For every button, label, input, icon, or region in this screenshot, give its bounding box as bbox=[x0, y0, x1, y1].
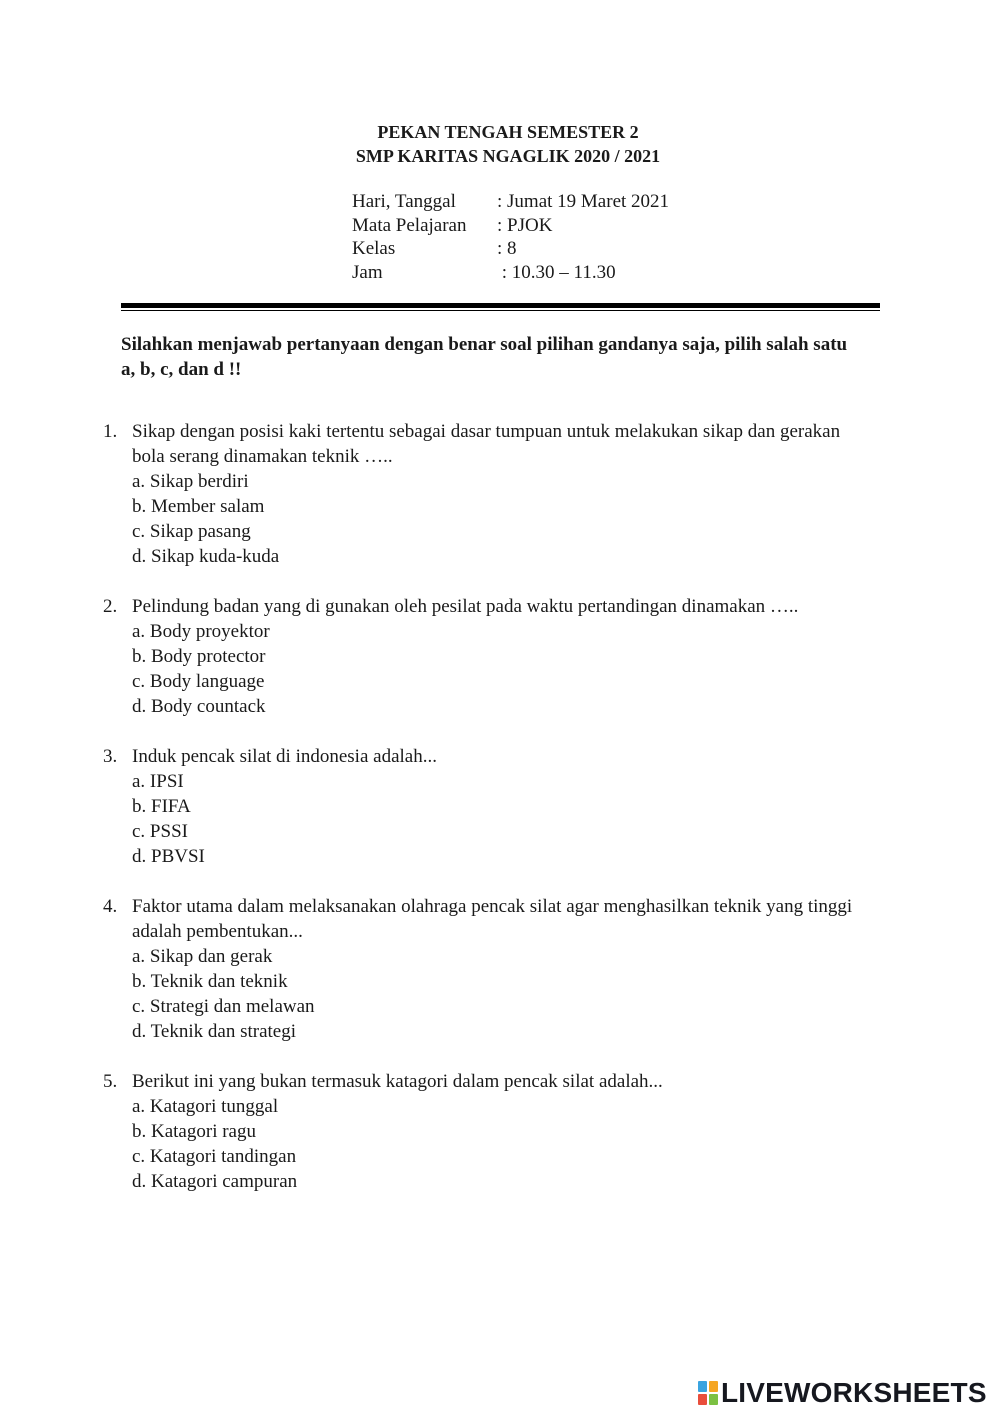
question-5 bbox=[103, 1069, 863, 1194]
option-a: a. Body proyektor bbox=[132, 621, 270, 642]
liveworksheets-logo-text: LIVEWORKSHEETS bbox=[721, 1377, 987, 1408]
question-2 bbox=[103, 594, 863, 719]
option-a: a. IPSI bbox=[132, 771, 184, 792]
question-4 bbox=[103, 894, 863, 1044]
option-a: a. Sikap dan gerak bbox=[132, 946, 273, 967]
question-3 bbox=[103, 744, 863, 869]
option-list bbox=[132, 944, 863, 1044]
question-1 bbox=[103, 419, 863, 569]
option-c: c. Strategi dan melawan bbox=[132, 996, 315, 1017]
liveworksheets-logo bbox=[698, 1377, 987, 1409]
info-row-class bbox=[352, 237, 669, 261]
option-d: d. Body countack bbox=[132, 696, 266, 717]
question-number: 3. bbox=[103, 746, 118, 767]
option-d: d. Katagori campuran bbox=[132, 1171, 298, 1192]
info-label: Mata Pelajaran bbox=[352, 214, 467, 236]
option-a: a. Sikap berdiri bbox=[132, 471, 249, 492]
instruction-text: Silahkan menjawab pertanyaan dengan benar soal pilihan gandanya saja, pilih salah satu a, b, c, dan d !! bbox=[121, 334, 848, 380]
option-b: b. FIFA bbox=[132, 796, 191, 817]
info-value: : 10.30 – 11.30 bbox=[497, 261, 616, 283]
option-d: d. PBVSI bbox=[132, 846, 205, 867]
info-row-date bbox=[352, 190, 669, 214]
info-value: : Jumat 19 Maret 2021 bbox=[497, 191, 670, 212]
option-c: c. PSSI bbox=[132, 821, 188, 842]
info-value: : 8 bbox=[497, 238, 517, 259]
option-b: b. Teknik dan teknik bbox=[132, 971, 288, 992]
question-text: Faktor utama dalam melaksanakan olahraga pencak silat agar menghasilkan teknik yang tinggi adalah pembentukan... bbox=[132, 896, 853, 942]
option-list bbox=[132, 769, 863, 869]
question-text: Pelindung badan yang di gunakan oleh pesilat pada waktu pertandingan dinamakan ….. bbox=[132, 596, 799, 617]
question-number: 4. bbox=[103, 896, 118, 917]
question-number: 1. bbox=[103, 421, 118, 442]
option-d: d. Sikap kuda-kuda bbox=[132, 546, 280, 567]
option-a: a. Katagori tunggal bbox=[132, 1096, 279, 1117]
option-list bbox=[132, 469, 863, 569]
question-number: 5. bbox=[103, 1071, 118, 1092]
logo-square bbox=[709, 1381, 718, 1392]
option-b: b. Member salam bbox=[132, 496, 265, 517]
exam-title: PEKAN TENGAH SEMESTER 2 bbox=[377, 122, 639, 142]
info-row-subject bbox=[352, 214, 669, 238]
liveworksheets-logo-icon bbox=[698, 1381, 718, 1405]
info-label: Kelas bbox=[352, 238, 396, 259]
option-d: d. Teknik dan strategi bbox=[132, 1021, 297, 1042]
option-c: c. Sikap pasang bbox=[132, 521, 251, 542]
info-row-time bbox=[352, 261, 669, 285]
logo-square bbox=[698, 1381, 707, 1392]
question-number: 2. bbox=[103, 596, 118, 617]
option-list bbox=[132, 1094, 863, 1194]
question-text: Berikut ini yang bukan termasuk katagori dalam pencak silat adalah... bbox=[132, 1071, 663, 1092]
exam-info bbox=[352, 190, 669, 284]
option-c: c. Body language bbox=[132, 671, 265, 692]
option-c: c. Katagori tandingan bbox=[132, 1146, 297, 1167]
divider-thin bbox=[121, 310, 880, 311]
divider-thick bbox=[121, 303, 880, 308]
option-b: b. Body protector bbox=[132, 646, 266, 667]
logo-square bbox=[698, 1394, 707, 1405]
info-value: : PJOK bbox=[497, 214, 553, 236]
school-title: SMP KARITAS NGAGLIK 2020 / 2021 bbox=[355, 146, 661, 166]
option-list bbox=[132, 619, 863, 719]
info-label: Hari, Tanggal bbox=[352, 191, 456, 212]
logo-square bbox=[709, 1394, 718, 1405]
question-text: Induk pencak silat di indonesia adalah... bbox=[132, 746, 437, 767]
option-b: b. Katagori ragu bbox=[132, 1121, 256, 1142]
question-text: Sikap dengan posisi kaki tertentu sebagai dasar tumpuan untuk melakukan sikap dan gerakan bola serang dinamakan teknik ….. bbox=[132, 421, 841, 467]
info-label: Jam bbox=[352, 261, 383, 283]
